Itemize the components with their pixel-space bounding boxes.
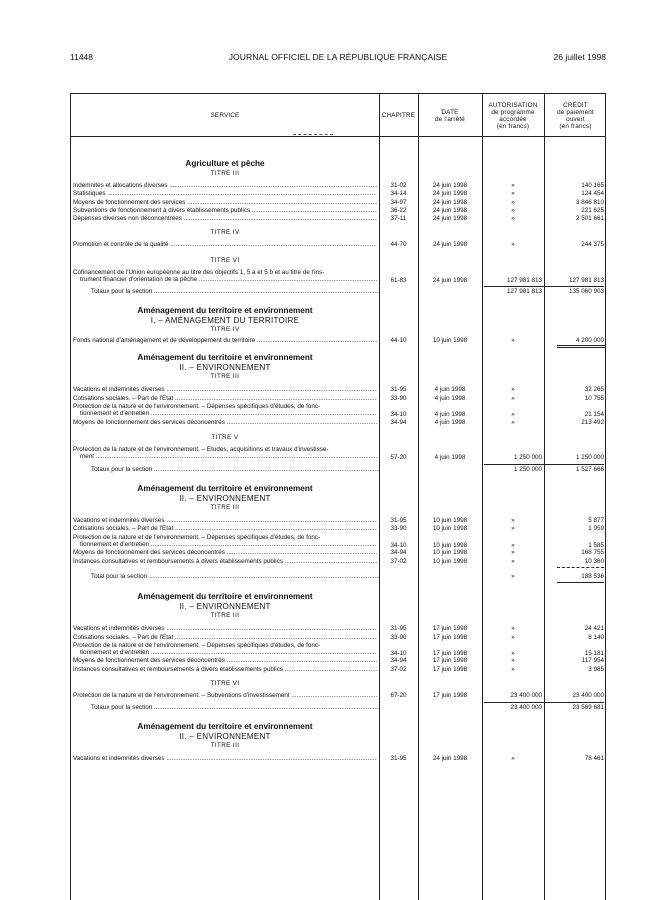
- table-row: Vacations et indemnités diverses ..... 31-95 4 juin 1998 » 32 265: [71, 386, 607, 394]
- section-title: Aménagement du territoire et environnement: [137, 306, 313, 316]
- table-row: Vacations et indemnités diverses ..... 31-95 10 juin 1998 » 5 877: [71, 517, 607, 525]
- header-credit: CRÉDIT de paiement ouvert (en francs): [557, 101, 594, 130]
- titre-heading: TITRE III: [210, 170, 240, 177]
- table-row: Instances consultatives et remboursements à divers établissements publics ..... 37-02 17 juin 1998 » 3 985: [71, 666, 607, 674]
- issue-date: 26 juillet 1998: [553, 52, 606, 62]
- titre-heading: TITRE VI: [210, 256, 240, 264]
- section-total: Totaux pour la section ..... 23 400 000 23 569 681: [71, 704, 607, 712]
- table-row: Cotisations sociales. – Part de l'Etat ..... 33-90 4 juin 1998 » 10 755: [71, 395, 607, 403]
- dash-mark: [293, 134, 333, 135]
- table-row: Vacations et indemnités diverses ..... 31-95 24 juin 1998 » 78 461: [71, 755, 607, 763]
- titre-heading: TITRE III: [210, 373, 240, 381]
- section-total: Totaux pour la section ..... 1 250 000 1 527 666: [71, 466, 607, 474]
- table-row: Protection de la nature et de l'environnement. – Etudes, acquisitions et travaux d'investisse- ment ..... 57-20 4 juin 1998 1 250 000 1 250 000: [71, 446, 607, 462]
- table-row: Indemnités et allocations diverses ..... 31-02 24 juin 1998 » 140 165: [71, 182, 607, 190]
- table-body: [71, 137, 607, 763]
- table-row: Protection de la nature et de l'environnement. – Subventions d'investissement ..... 67-20 17 juin 1998 23 400 000 23 400 000: [71, 692, 607, 700]
- table-row: Vacations et indemnités diverses ..... 31-95 17 juin 1998 » 24 421: [71, 625, 607, 633]
- section-subtitle: II. – ENVIRONNEMENT: [179, 363, 271, 373]
- section-subtitle: I. – AMÉNAGEMENT DU TERRITOIRE: [150, 316, 300, 326]
- section-title: Aménagement du territoire et environnement: [137, 721, 313, 731]
- titre-heading: TITRE IV: [210, 229, 240, 237]
- table-row: Fonds national d'aménagement et de développement du territoire ..... 44-10 10 juin 1998 » 4 200 000: [71, 337, 607, 345]
- titre-heading: TITRE VI: [210, 680, 240, 688]
- table-row: Cotisations sociales. – Part de l'Etat ..... 33-90 17 juin 1998 » 8 140: [71, 634, 607, 642]
- table-row: Cotisations sociales. – Part de l'Etat ..... 33-90 10 juin 1998 » 1 959: [71, 525, 607, 533]
- section-title: Aménagement du territoire et environnement: [137, 592, 313, 602]
- table-row: Protection de la nature et de l'environnement. – Dépenses spécifiques d'études, de fonc- tionnement et d'entretien ..... 34-10 4 juin 1998 » 21 154: [71, 403, 607, 419]
- section-total: Total pour la section ..... » 188 536: [71, 573, 607, 581]
- section-subtitle: II. – ENVIRONNEMENT: [179, 602, 271, 612]
- header-service: SERVICE: [210, 112, 240, 119]
- table-header: [71, 94, 605, 137]
- table-row: Subventions de fonctionnement à divers établissements publics ..... 36-22 24 juin 1998 » 221 625: [71, 207, 607, 215]
- titre-heading: TITRE III: [210, 741, 240, 749]
- table-row: Promotion et contrôle de la qualité ..... 44-70 24 juin 1998 » 244 375: [71, 241, 607, 249]
- section-total: Totaux pour la section ..... 127 981 813 135 060 903: [71, 288, 607, 296]
- table-row: Moyens de fonctionnement des services ..... 34-97 24 juin 1998 » 3 846 810: [71, 199, 607, 207]
- table-row: Moyens de fonctionnement des services déconcentrés ..... 34-94 17 juin 1998 » 117 954: [71, 657, 607, 665]
- section-subtitle: II. – ENVIRONNEMENT: [179, 494, 271, 504]
- titre-heading: TITRE III: [210, 612, 240, 620]
- titre-heading: TITRE III: [210, 504, 240, 512]
- titre-heading: TITRE IV: [210, 326, 240, 334]
- header-autorisation: AUTORISATION de programme accordée (en francs): [488, 101, 538, 130]
- table-row: Cofinancement de l'Union européenne au titre des objectifs 1, 5 a et 5 b et au titre de l'ins- trument financier d'orientation de la pêche ..... 61-83 24 juin 1998 127 981 813 127 981 813: [71, 269, 607, 285]
- table-row: Moyens de fonctionnement des services déconcentrés ..... 34-94 4 juin 1998 » 213 492: [71, 419, 607, 427]
- section-title: Agriculture et pêche: [185, 159, 265, 168]
- credits-table: [70, 93, 606, 900]
- section-subtitle: II. – ENVIRONNEMENT: [179, 731, 271, 741]
- journal-title: JOURNAL OFFICIEL DE LA RÉPUBLIQUE FRANÇAISE: [228, 52, 448, 62]
- page-header: [70, 52, 606, 64]
- table-row: Instances consultatives et remboursements à divers établissements publics ..... 37-02 10 juin 1998 » 10 360: [71, 558, 607, 566]
- header-chapitre: CHAPITRE: [381, 112, 416, 119]
- table-row: Moyens de fonctionnement des services déconcentrés ..... 34-94 10 juin 1998 » 168 755: [71, 549, 607, 557]
- table-row: Dépenses diverses non déconcentrées ..... 37-11 24 juin 1998 » 2 501 661: [71, 215, 607, 223]
- table-row: Protection de la nature et de l'environnement. – Dépenses spécifiques d'études, de fonc- tionnement et d'entretien ..... 34-10 10 juin 1998 » 1 585: [71, 534, 607, 550]
- section-title: Aménagement du territoire et environnement: [137, 484, 313, 494]
- titre-heading: TITRE V: [211, 433, 239, 441]
- header-date: DATE de l'arrêté: [434, 108, 465, 123]
- section-title: Aménagement du territoire et environnement: [137, 353, 313, 363]
- table-row: Protection de la nature et de l'environnement. – Dépenses spécifiques d'études, de fonc- tionnement et d'entretien ..... 34-10 17 juin 1998 » 15 181: [71, 642, 607, 658]
- page-number: 11448: [70, 52, 94, 62]
- table-row: Statistiques ..... 34-14 24 juin 1998 » 124 454: [71, 190, 607, 198]
